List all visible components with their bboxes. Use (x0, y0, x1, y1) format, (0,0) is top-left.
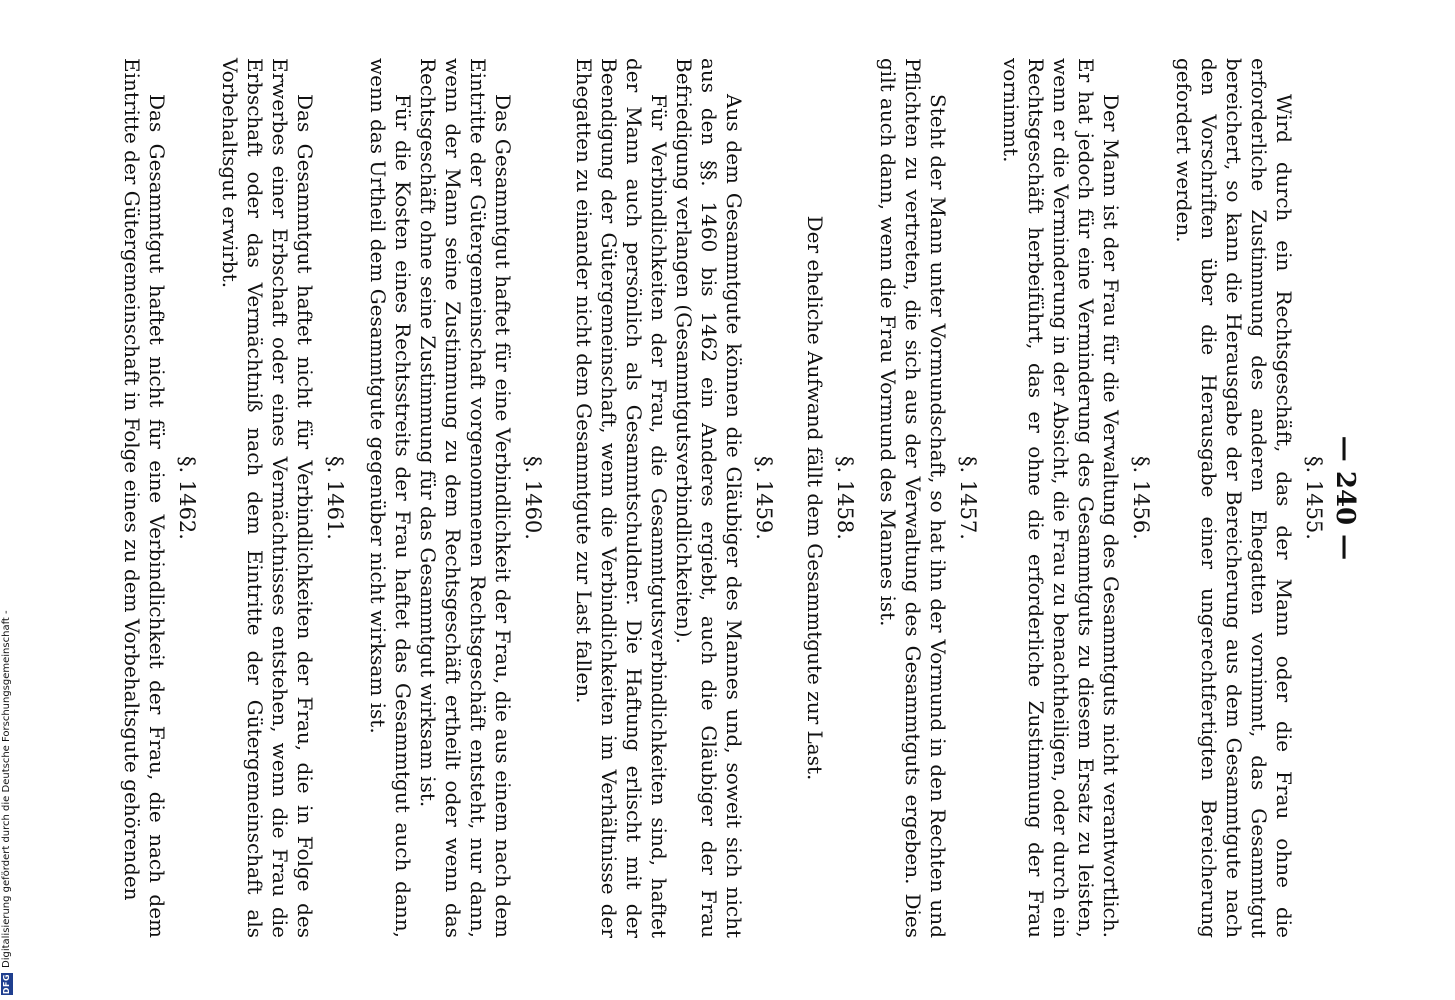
paragraph-1455: Wird durch ein Rechtsgeschäft, das der Mann oder die Frau ohne die erforderliche Zustimmung des anderen Ehegatten vornimmt, das Gesammtgut bereichert, so kann die Herausgabe der Bereicherung aus dem Gesammtgute nach den Vorschriften über die Herausgabe einer ungerechtfertigten Bereicherung gefordert werden. (1172, 58, 1296, 938)
section-heading-1459: §. 1459. (752, 456, 776, 540)
paragraph-1460-a: Das Gesammtgut haftet für eine Verbindlichkeit der Frau, die aus einem nach dem Eintritte der Gütergemeinschaft vorgenommenen Rechtsgeschäft entsteht, nur dann, wenn der Mann seine Zustimmung zu dem Rechtsgeschäft ertheilt oder wenn das Rechtsgeschäft ohne seine Zustimmung für das Gesammtgut wirksam ist. (416, 58, 515, 938)
footer-credit-text: Digitalisierung gefördert durch die Deutsche Forschungsgemeinschaft - (1, 610, 12, 968)
paragraph-1456: Der Mann ist der Frau für die Verwaltung des Gesammtguts nicht verantwortlich. Er hat jedoch für eine Verminderung des Gesammtguts zu diesem Ersatz zu leisten, wenn er die Verminderung in der Absicht, die Frau zu benachtheiligen, oder durch ein Rechtsgeschäft herbeiführt, das er ohne die erforderliche Zustimmung der Frau vornimmt. (999, 58, 1123, 938)
paragraph-1462: Das Gesammtgut haftet nicht für eine Verbindlichkeit der Frau, die nach dem Eintritte der Gütergemeinschaft in Folge eines zu dem Vorbehaltsgute gehörenden (120, 58, 169, 938)
dfg-logo-icon: DFG (2, 973, 11, 995)
page-content (119, 58, 1360, 938)
paragraph-1458: Der eheliche Aufwand fällt dem Gesammtgute zur Last. (803, 215, 827, 781)
paragraph-1459-b: Für Verbindlichkeiten der Frau, die Gesammtgutsverbindlichkeiten sind, haftet der Mann auch persönlich als Gesammtschuldner. Die Haftung erlischt mit der Beendigung der Gütergemeinschaft, wenn die Verbindlichkeiten im Verhältnisse der Ehegatten zu einander nicht dem Gesammtgute zur Last fallen. (572, 58, 671, 938)
section-heading-1457: §. 1457. (956, 456, 980, 540)
section-heading-1456: §. 1456. (1129, 456, 1153, 540)
paragraph-1459-a: Aus dem Gesammtgute können die Gläubiger des Mannes und, soweit sich nicht aus den §§. 1460 bis 1462 ein Anderes ergiebt, auch die Gläubiger der Frau Befriedigung verlangen (Gesammtgutsverbindlichkeiten). (672, 58, 746, 938)
section-heading-1455: §. 1455. (1302, 456, 1326, 540)
page-number: — 240 — (1330, 435, 1360, 561)
paragraph-1460-b: Für die Kosten eines Rechtsstreits der Frau haftet das Gesammtgut auch dann, wenn das Urtheil dem Gesammtgute gegenüber nicht wirksam ist. (366, 58, 415, 938)
digitization-footer (0, 0, 14, 995)
paragraph-1457: Steht der Mann unter Vormundschaft, so hat ihn der Vormund in den Rechten und Pflichten zu vertreten, die sich aus der Verwaltung des Gesammtguts ergeben. Dies gilt auch dann, wenn die Frau Vormund des Mannes ist. (876, 58, 950, 938)
paragraph-1461: Das Gesammtgut haftet nicht für Verbindlichkeiten der Frau, die in Folge des Erwerbes einer Erbschaft oder eines Vermächtnisses entstehen, wenn die Frau die Erbschaft oder das Vermächtniß nach dem Eintritte der Gütergemeinschaft als Vorbehaltsgut erwirbt. (218, 58, 317, 938)
section-heading-1458: §. 1458. (833, 456, 857, 540)
section-heading-1461: §. 1461. (323, 456, 347, 540)
section-heading-1462: §. 1462. (175, 456, 199, 540)
section-heading-1460: §. 1460. (521, 456, 545, 540)
